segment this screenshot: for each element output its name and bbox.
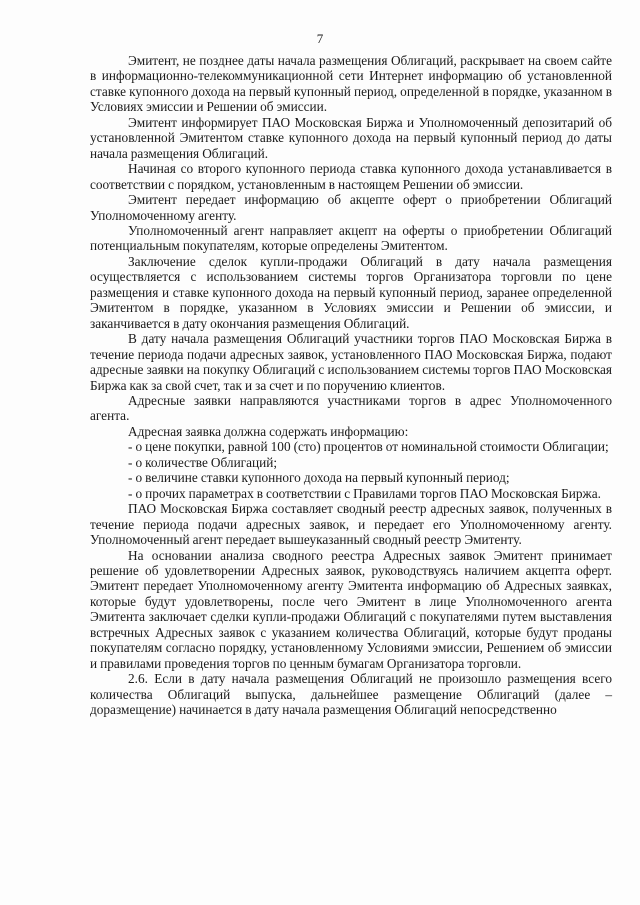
paragraph-exchange-notification: Эмитент информирует ПАО Московская Биржа и Уполномоченный депозитарий об установленной Эмитентом ставке купонного дохода на первый купонный период до даты начала размещения Облигаций.: [90, 114, 612, 161]
page-number: 7: [316, 31, 324, 46]
paragraph-section-2-6: 2.6. Если в дату начала размещения Облигаций не произошло размещения всего количества Облигаций выпуска, дальнейшее размещение Облигаций (далее – доразмещение) начинается в дату начала размещения Облигаций непосредственно: [90, 671, 612, 718]
paragraph-orders-direction: Адресные заявки направляются участниками торгов в адрес Уполномоченного агента.: [90, 392, 612, 424]
paragraph-trade-conclusion: Заключение сделок купли-продажи Облигаций в дату начала размещения осуществляется с использованием системы торгов Организатора торговли по цене размещения и ставке купонного дохода на первый купонный период, заранее определенной Эмитентом в порядке, указанном в Условиях эмиссии и Решении об эмиссии, и заканчивается в дату окончания размещения Облигаций.: [90, 253, 612, 331]
list-item-coupon-rate: - о величине ставки купонного дохода на первый купонный период;: [128, 470, 510, 486]
paragraph-offer-acceptance: Эмитент передает информацию об акцепте оферт о приобретении Облигаций Уполномоченному агенту.: [90, 192, 612, 223]
paragraph-register-analysis: На основании анализа сводного реестра Адресных заявок Эмитент принимает решение об удовлетворении Адресных заявок, руководствуясь наличием акцепта оферт. Эмитент передает Уполномоченному агенту Эмитента информацию об Адресных заявках, которые будут удовлетворены, после чего Эмитент в лице Уполномоченного агента Эмитента заключает сделки купли-продажи Облигаций с покупателями путем выставления встречных Адресных заявок с указанием количества Облигаций, которые будут проданы покупателям согласно порядку, установленному Условиями эмиссии, Решением об эмиссии и правилами проведения торгов по ценным бумагам Организатора торговли.: [90, 547, 612, 671]
paragraph-agent-acceptance: Уполномоченный агент направляет акцепт на оферты о приобретении Облигаций потенциальным покупателям, которые определены Эмитентом.: [90, 222, 612, 254]
list-item-purchase-price: - о цене покупки, равной 100 (сто) процентов от номинальной стоимости Облигации;: [128, 439, 609, 455]
list-item-other-parameters: - о прочих параметрах в соответствии с Правилами торгов ПАО Московская Биржа.: [128, 485, 601, 501]
paragraph-order-contents-intro: Адресная заявка должна содержать информацию:: [128, 423, 409, 439]
list-item-bond-quantity: - о количестве Облигаций;: [128, 454, 278, 470]
paragraph-address-orders: В дату начала размещения Облигаций участники торгов ПАО Московская Биржа в течение периода подачи адресных заявок, установленного ПАО Московская Биржа, подают адресные заявки на покупку Облигаций с использованием системы торгов ПАО Московская Биржа как за свой счет, так и за счет и по поручению клиентов.: [90, 331, 612, 393]
paragraph-coupon-rate-disclosure: Эмитент, не позднее даты начала размещения Облигаций, раскрывает на своем сайте в информационно-телекоммуникационной сети Интернет информацию об установленной ставке купонного дохода на первый купонный период, определенной в порядке, указанном в Условиях эмиссии и Решении об эмиссии.: [90, 53, 612, 115]
paragraph-second-coupon-period: Начиная со второго купонного периода ставка купонного дохода устанавливается в соответствии с порядком, установленным в настоящем Решении об эмиссии.: [90, 161, 612, 192]
document-body: [90, 53, 612, 717]
paragraph-consolidated-register: ПАО Московская Биржа составляет сводный реестр адресных заявок, полученных в течение периода подачи адресных заявок, и передает его Уполномоченному агенту. Уполномоченный агент передает вышеуказанный сводный реестр Эмитенту.: [90, 501, 612, 548]
